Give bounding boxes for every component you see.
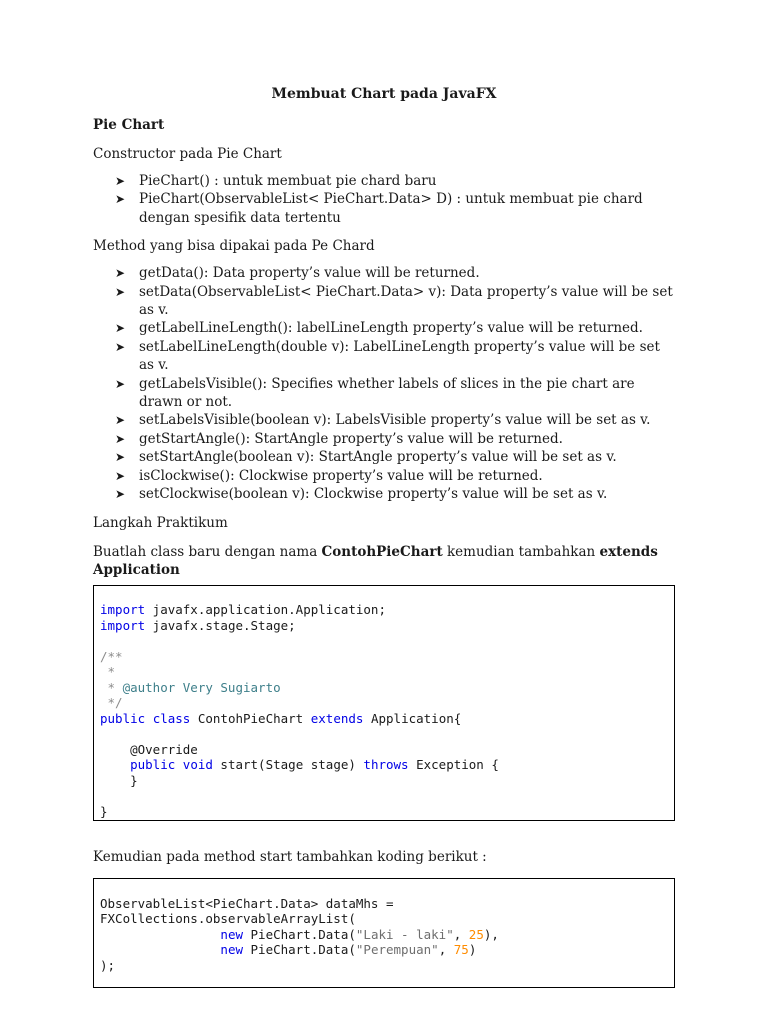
code-line: */ [100, 695, 123, 710]
arrow-bullet-icon: ➤ [115, 284, 126, 299]
code-line: } [100, 772, 138, 788]
list-item: ➤ getLabelsVisible(): Specifies whether labels of slices in the pie chart are drawn or not. [115, 375, 635, 411]
method-list [93, 264, 675, 503]
list-item: ➤ setStartAngle(boolean v): StartAngle property’s value will be set as v. [115, 449, 617, 466]
code-line: FXCollections.observableArrayList( [100, 911, 356, 926]
list-item: ➤ setLabelLineLength(double v): LabelLineLength property’s value will be set as v. [115, 338, 660, 374]
list-item: ➤ setClockwise(boolean v): Clockwise property’s value will be set as v. [115, 486, 608, 503]
arrow-bullet-icon: ➤ [115, 174, 126, 188]
arrow-bullet-icon: ➤ [115, 192, 126, 207]
arrow-bullet-icon: ➤ [115, 487, 126, 502]
list-item: ➤ setData(ObservableList< PieChart.Data> v): Data property’s value will be set as v. [115, 283, 673, 319]
list-item: ➤ setLabelsVisible(boolean v): LabelsVisible property’s value will be set as v. [115, 412, 651, 429]
constructor-list [93, 172, 675, 227]
arrow-bullet-icon: ➤ [115, 413, 126, 428]
constructor-intro: Constructor pada Pie Chart [93, 146, 282, 162]
arrow-bullet-icon: ➤ [115, 339, 126, 354]
arrow-bullet-icon: ➤ [115, 431, 126, 446]
list-item: ➤ getLabelLineLength(): labelLineLength property’s value will be returned. [115, 320, 643, 337]
code-line [100, 633, 668, 649]
code-line: import javafx.stage.Stage; [100, 617, 296, 633]
code-line [100, 788, 668, 804]
arrow-bullet-icon: ➤ [115, 321, 126, 336]
arrow-bullet-icon: ➤ [115, 468, 126, 483]
list-item: ➤ getStartAngle(): StartAngle property’s value will be returned. [115, 430, 563, 447]
code-line: ); [100, 957, 116, 973]
code-line: new PieChart.Data("Perempuan", 75) [220, 942, 477, 957]
list-item: ➤ getData(): Data property’s value will be returned. [115, 265, 480, 282]
code-line [100, 726, 668, 742]
kemudian-paragraph: Kemudian pada method start tambahkan koding berikut : [93, 849, 487, 865]
list-item: ➤ PieChart() : untuk membuat pie chard baru [115, 173, 437, 189]
code-line: ObservableList<PieChart.Data> dataMhs = [100, 895, 394, 911]
method-intro: Method yang bisa dipakai pada Pe Chard [93, 238, 375, 255]
document-title: Membuat Chart pada JavaFX [271, 86, 497, 102]
code-block-data [93, 878, 675, 988]
document-page [93, 86, 675, 988]
extends-emphasis: extends Application [93, 543, 658, 578]
code-line: import javafx.application.Application; [100, 602, 386, 617]
list-item: ➤ isClockwise(): Clockwise property’s value will be returned. [115, 467, 543, 484]
arrow-bullet-icon: ➤ [115, 450, 126, 465]
section-heading-pie-chart: Pie Chart [93, 117, 165, 133]
code-line: /** [100, 648, 123, 664]
code-line: new PieChart.Data("Laki - laki", 25), [220, 926, 499, 942]
code-line: public class ContohPieChart extends Application{ [100, 710, 462, 726]
class-name-emphasis: ContohPieChart [321, 543, 443, 560]
code-block-class [93, 585, 675, 822]
arrow-bullet-icon: ➤ [115, 376, 126, 391]
instruction-paragraph: Buatlah class baru dengan nama ContohPieChart kemudian tambahkan extends Application [93, 543, 658, 578]
code-line: } [100, 803, 108, 819]
code-line: @Override [100, 741, 198, 757]
list-item: ➤ PieChart(ObservableList< PieChart.Data> D) : untuk membuat pie chard dengan spesifik data tertentu [115, 191, 643, 226]
code-line: * [100, 664, 116, 679]
arrow-bullet-icon: ➤ [115, 266, 126, 281]
code-line: public void start(Stage stage) throws Exception { [130, 757, 499, 772]
langkah-praktikum-heading: Langkah Praktikum [93, 514, 228, 531]
code-line: * @author Very Sugiarto [100, 679, 281, 695]
